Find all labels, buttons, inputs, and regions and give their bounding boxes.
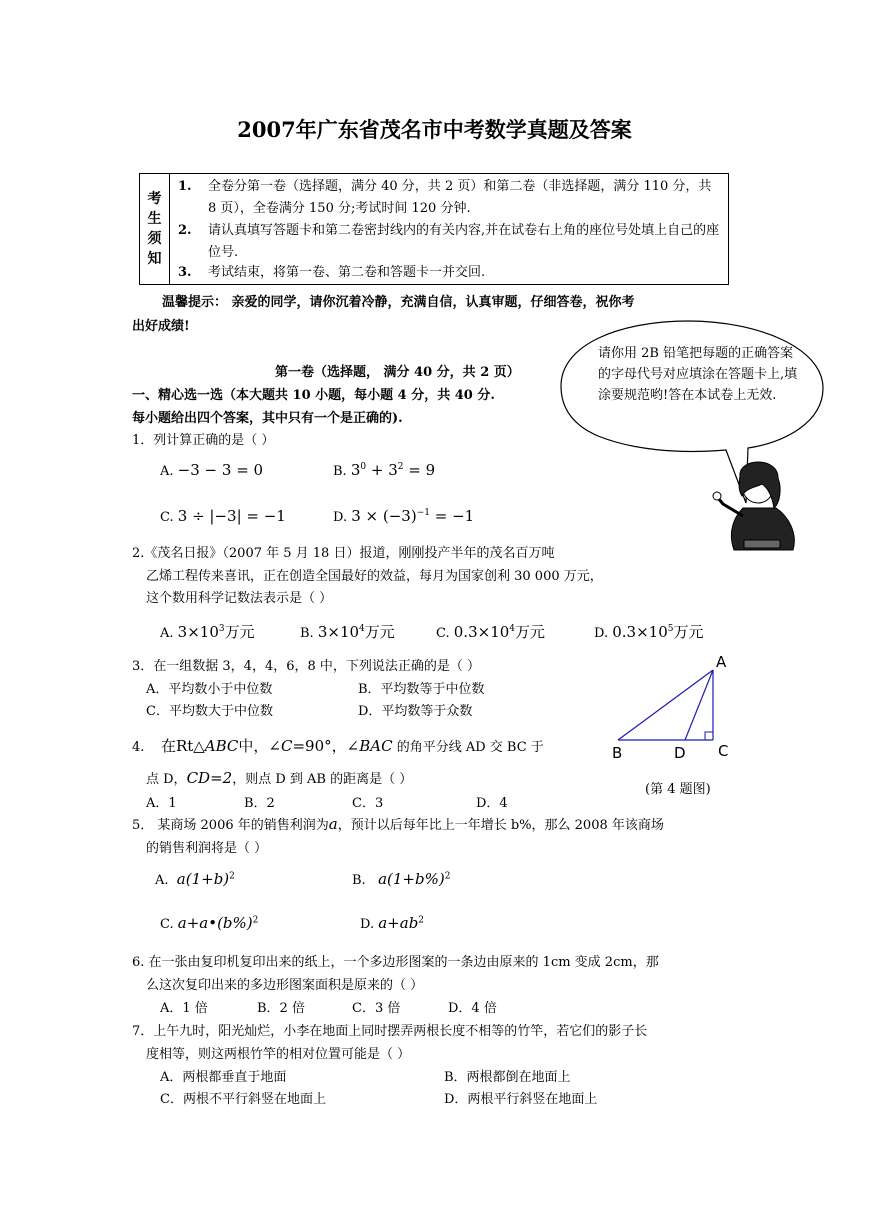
q6-option-a: A．1 倍 [160, 1001, 208, 1016]
q3-stem: 3．在一组数据 3，4，4，6，8 中，下列说法正确的是（ ） [132, 659, 481, 674]
girl-illustration-icon [713, 462, 794, 550]
notice-label-char: 知 [147, 251, 162, 267]
q2-option-d: D. $0.3\times 10^5$万元 [594, 623, 704, 641]
q1-option-a: A. −3 − 3 = 0 [160, 461, 264, 479]
q4-option-a: A．1 [146, 796, 177, 811]
q5-option-d: D. $a+ab^2$ [360, 914, 425, 932]
q4-stem: 4. 在Rt△ABC中，∠C=90°，∠BAC 的角平分线 AD 交 BC 于 [132, 737, 544, 755]
q2-option-b: B. $3\times 10^4$万元 [300, 623, 395, 641]
q4-label-a: A [716, 653, 727, 671]
warm-tip: 温馨提示： 亲爱的同学，请你沉着冷静，充满自信，认真审题，仔细答卷，祝你考 [162, 295, 635, 310]
q4-option-c: C．3 [352, 796, 384, 811]
notice-label-char: 考 [147, 191, 162, 207]
q5-option-c: C. $a+a•(b\%)^2$ [160, 914, 259, 932]
q6-option-b: B．2 倍 [257, 1001, 305, 1016]
section-heading: 一、精心选一选（本大题共 10 小题，每小题 4 分，共 40 分. [132, 388, 495, 403]
q5-stem-cont: 的销售利润将是（ ） [146, 841, 268, 856]
q6-stem: 6. 在一张由复印机复印出来的纸上，一个多边形图案的一条边由原来的 1cm 变成 2cm，那 [132, 955, 659, 970]
q7-stem: 7．上午九时，阳光灿烂，小李在地面上同时摆弄两根长度不相等的竹竿，若它们的影子长 [132, 1024, 648, 1039]
notice-item: 2. 请认真填写答题卡和第二卷密封线内的有关内容,并在试卷右上角的座位号处填上自己的座位号. [178, 223, 720, 260]
exam-notice-box [139, 173, 729, 285]
q6-stem-cont: 么这次复印出来的多边形图案面积是原来的（ ） [146, 978, 424, 993]
q6-option-c: C．3 倍 [352, 1001, 401, 1016]
q3-option-b: B．平均数等于中位数 [358, 682, 485, 697]
section-title: 第一卷（选择题， 满分 40 分，共 2 页） [275, 365, 520, 380]
q4-option-d: D．4 [476, 796, 508, 811]
notice-label-char: 须 [147, 231, 162, 247]
q7-option-d: D．两根平行斜竖在地面上 [444, 1092, 598, 1107]
q2-option-c: C. $0.3\times 10^4$万元 [436, 623, 546, 641]
q1-option-c: C. 3 ÷ |−3| = −1 [160, 507, 286, 525]
q2-stem: 2.《茂名日报》（2007 年 5 月 18 日）报道，刚刚投产半年的茂名百万吨 [132, 546, 555, 561]
q7-stem-cont: 度相等，则这两根竹竿的相对位置可能是（ ） [146, 1047, 411, 1062]
q1-stem: 1．列计算正确的是（ ） [132, 433, 275, 448]
q4-option-b: B．2 [244, 796, 275, 811]
q4-label-c: C [718, 742, 729, 760]
q2-stem-cont: 这个数用科学记数法表示是（ ） [146, 591, 333, 606]
notice-item: 1. 全卷分第一卷（选择题，满分 40 分，共 2 页）和第二卷（非选择题，满分 110 分，共 8 页），全卷满分 150 分;考试时间 120 分钟. [178, 179, 712, 216]
notice-item: 3. 考试结束，将第一卷、第二卷和答题卡一并交回. [178, 265, 486, 280]
q7-option-a: A．两根都垂直于地面 [160, 1070, 287, 1085]
q6-option-d: D．4 倍 [448, 1001, 497, 1016]
q4-figure-caption: (第 4 题图) [645, 782, 711, 797]
warm-tip-cont: 出好成绩! [132, 319, 190, 334]
notice-label-char: 生 [147, 211, 162, 227]
q4-label-b: B [612, 744, 623, 762]
notice-label [140, 174, 170, 284]
section-heading-cont: 每小题给出四个答案，其中只有一个是正确的). [132, 411, 403, 426]
q2-stem-cont: 乙烯工程传来喜讯，正在创造全国最好的效益，每月为国家创利 30 000 万元， [146, 569, 603, 584]
q3-option-a: A．平均数小于中位数 [146, 682, 273, 697]
speech-bubble-text: 请你用 2B 铅笔把每题的正确答案的字母代号对应填涂在答题卡上,填涂要规范哟!答在本试卷上无效. [598, 346, 798, 403]
q3-option-c: C．平均数大于中位数 [146, 704, 273, 719]
q5-option-b: B. $a(1+b\%)^2$ [352, 870, 451, 888]
q5-option-a: A. $a(1+b)^2$ [155, 870, 235, 888]
q2-option-a: A. $3\times 10^3$万元 [160, 623, 255, 641]
q4-label-d: D [674, 744, 686, 762]
page-title: 2007年广东省茂名市中考数学真题及答案 [237, 117, 632, 142]
q7-option-c: C．两根不平行斜竖在地面上 [160, 1092, 326, 1107]
q3-option-d: D．平均数等于众数 [358, 704, 473, 719]
q4-stem-cont: 点 D，CD=2，则点 D 到 AB 的距离是（ ） [146, 769, 413, 787]
q1-option-d: D. $3 \times (-3)^{-1} = -1$ [333, 507, 475, 525]
q7-option-b: B．两根都倒在地面上 [444, 1070, 571, 1085]
q5-stem: 5． 某商场 2006 年的销售利润为a，预计以后每年比上一年增长 b%，那么 2008 年该商场 [132, 815, 664, 833]
q1-option-b: B. $3^0 + 3^2 = 9$ [333, 461, 436, 479]
